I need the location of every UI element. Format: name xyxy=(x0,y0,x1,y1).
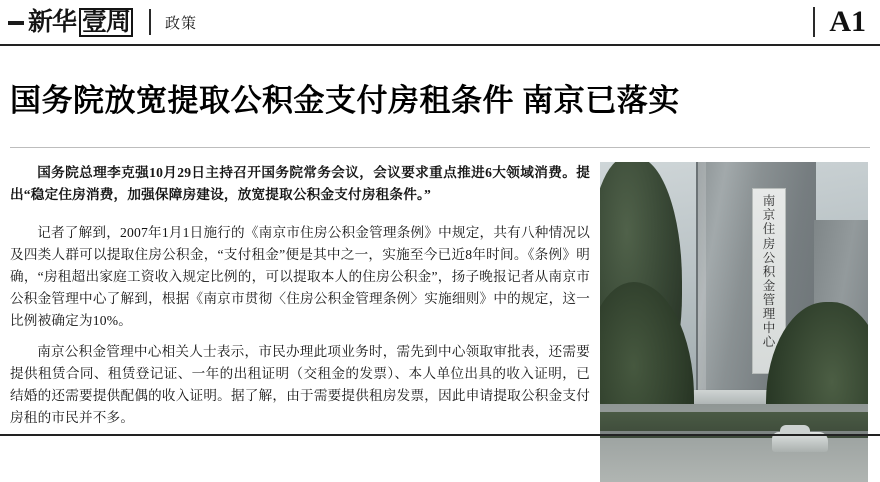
logo-boxed-text: 壹周 xyxy=(79,8,133,37)
page-number-group xyxy=(813,0,870,44)
signboard-char: 南 xyxy=(762,194,776,209)
photo-column xyxy=(590,148,870,482)
signboard-char: 理 xyxy=(762,307,776,322)
logo-primary-text: 新华 xyxy=(28,7,77,36)
signboard-char: 金 xyxy=(762,278,776,293)
signboard-char: 积 xyxy=(762,264,776,279)
footer-rule xyxy=(0,434,880,436)
article-body xyxy=(0,148,880,482)
signboard-char: 房 xyxy=(762,236,776,251)
section-label: 政策 xyxy=(165,14,198,32)
page-number: A1 xyxy=(829,5,866,38)
logo-dash-icon xyxy=(8,21,24,25)
masthead xyxy=(0,0,880,46)
masthead-divider xyxy=(149,9,151,35)
signboard-char: 住 xyxy=(762,222,776,237)
text-column xyxy=(10,148,590,482)
publication-logo[interactable] xyxy=(8,8,133,37)
signboard-char: 京 xyxy=(762,208,776,223)
signboard-char: 公 xyxy=(762,250,776,265)
article-paragraph: 记者了解到，2007年1月1日施行的《南京市住房公积金管理条例》中规定，共有八种情况以及四类人群可以提取住房公积金，“支付租金”便是其中之一，实施至今已近8年时间。《条例》明确，“房租超出家庭工资收入规定比例的，可以提取本人的住房公积金”，扬子晚报记者从南京市公积金管理中心了解到，根据《南京市贯彻〈住房公积金管理条例〉实施细则》中的规定，这一比例被确定为10%。 xyxy=(10,225,590,329)
page-number-rule xyxy=(813,7,815,37)
article-lead: 国务院总理李克强10月29日主持召开国务院常务会议，会议要求重点推进6大领域消费。提出“稳定住房消费，加强保障房建设，放宽提取公积金支付房租条件。” xyxy=(10,165,590,203)
page-title: 国务院放宽提取公积金支付房租条件 南京已落实 xyxy=(10,82,680,118)
photo-tower-stripe xyxy=(698,162,706,398)
article-paragraph: 南京公积金管理中心相关人士表示，市民办理此项业务时，需先到中心领取审批表，还需要提供租赁合同、租赁登记证、一年的出租证明（交租金的发票）、本人单位出具的收入证明，已结婚的还需要提供配偶的收入证明。据了解，由于需要提供租房发票，因此申请提取公积金支付房租的市民并不多。 xyxy=(10,344,590,426)
signboard-char: 中 xyxy=(762,321,776,336)
signboard-char: 心 xyxy=(762,335,776,350)
signboard-char: 管 xyxy=(762,293,776,308)
